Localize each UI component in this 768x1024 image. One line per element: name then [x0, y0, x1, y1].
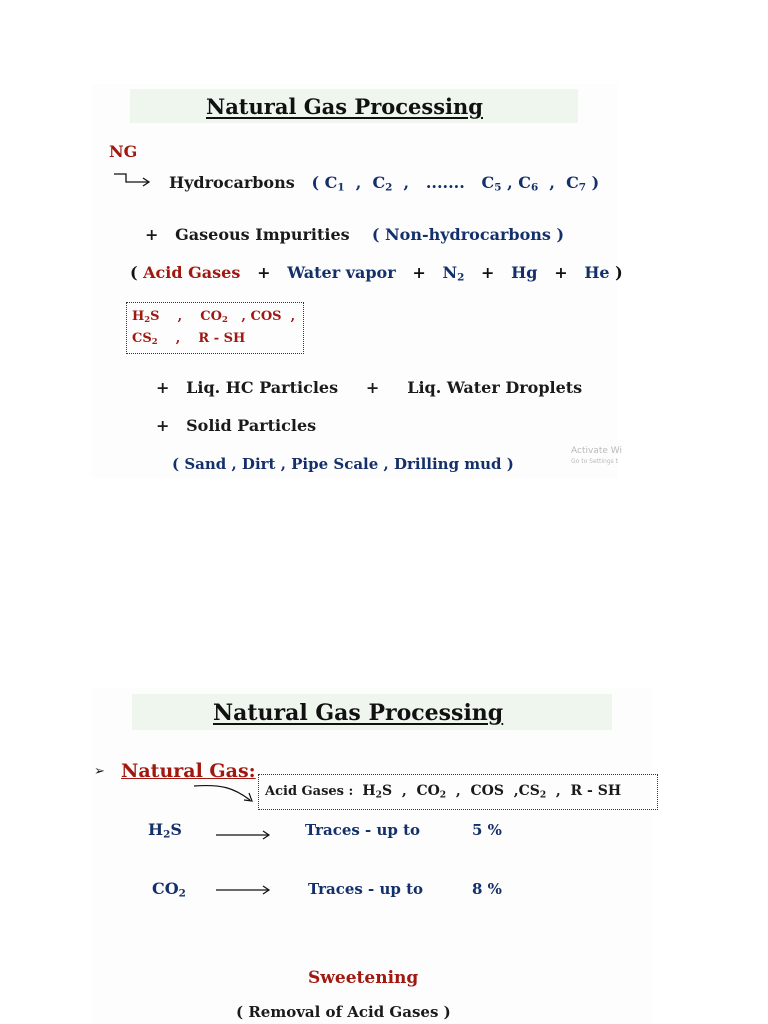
sweetening-heading: Sweetening [308, 968, 419, 988]
acid-gases-box-line-1: $H_2S$ , $CO_2$ , COS , [132, 309, 296, 325]
slide-2-title: Natural Gas Processing [213, 700, 504, 726]
liquid-particles-line: + Liq. HC Particles + Liq. Water Droplets [156, 378, 583, 397]
slide-2 [92, 688, 652, 1024]
bullet-arrow-icon: ➢ [94, 764, 105, 779]
long-arrow-icon [216, 830, 272, 840]
helium-label: He [584, 263, 610, 282]
hydrocarbon-components: ( $C_1$ , $C_2$ , ....... $C_5$ , $C_6$ , $C_7$ ) [300, 173, 600, 194]
branch-arrow-icon [112, 172, 152, 186]
gaseous-impurities-line: + Gaseous Impurities ( Non-hydrocarbons ) [145, 225, 565, 244]
nitrogen-label: $N_2$ [442, 263, 465, 284]
h2s-traces-text: Traces - up to [305, 821, 421, 839]
gas-co2-label: $CO_2$ [152, 879, 186, 900]
acid-gases-box-line-2: $CS_2$ , R - SH [132, 331, 246, 347]
mercury-label: Hg [511, 263, 538, 282]
curved-arrow-icon [192, 784, 262, 814]
liq-hc-label: Liq. HC Particles [186, 378, 339, 397]
hydrocarbons-label: Hydrocarbons [169, 173, 295, 192]
gaseous-impurities-label: Gaseous Impurities [175, 225, 350, 244]
acid-gases-definition: Acid Gases : $H_2S$ , $CO_2$ , COS $,CS_2$ , R - SH [265, 783, 622, 801]
watermark-line-2: Go to Settings t [571, 458, 619, 465]
liq-water-label: Liq. Water Droplets [407, 378, 583, 397]
solid-particles-line: + Solid Particles [156, 416, 317, 435]
watermark-line-1: Activate Wi [571, 446, 622, 456]
h2s-percent: 5 % [472, 821, 502, 839]
solid-items-list: ( Sand , Dirt , Pipe Scale , Drilling mud ) [172, 455, 514, 473]
gas-h2s-label: $H_2S$ [148, 820, 182, 841]
natural-gas-heading: Natural Gas: [121, 760, 256, 782]
slide-1 [92, 84, 623, 478]
solid-particles-label: Solid Particles [186, 416, 317, 435]
impurities-list: ( Acid Gases + Water vapor + $N_2 + Hg + He$ ) [130, 263, 623, 284]
acid-gases-definition-label: Acid Gases : [265, 784, 354, 799]
removal-of-acid-gases: ( Removal of Acid Gases ) [236, 1003, 451, 1021]
co2-traces-text: Traces - up to [308, 880, 424, 898]
hydrocarbons-line [169, 173, 599, 192]
co2-percent: 8 % [472, 880, 502, 898]
slide-1-title: Natural Gas Processing [206, 94, 483, 119]
non-hydrocarbons-label: ( Non-hydrocarbons ) [371, 225, 565, 244]
water-vapor-label: Water vapor [287, 263, 396, 282]
acid-gases-label: Acid Gases [143, 263, 241, 282]
long-arrow-icon [216, 885, 272, 895]
ng-label: NG [109, 142, 138, 161]
